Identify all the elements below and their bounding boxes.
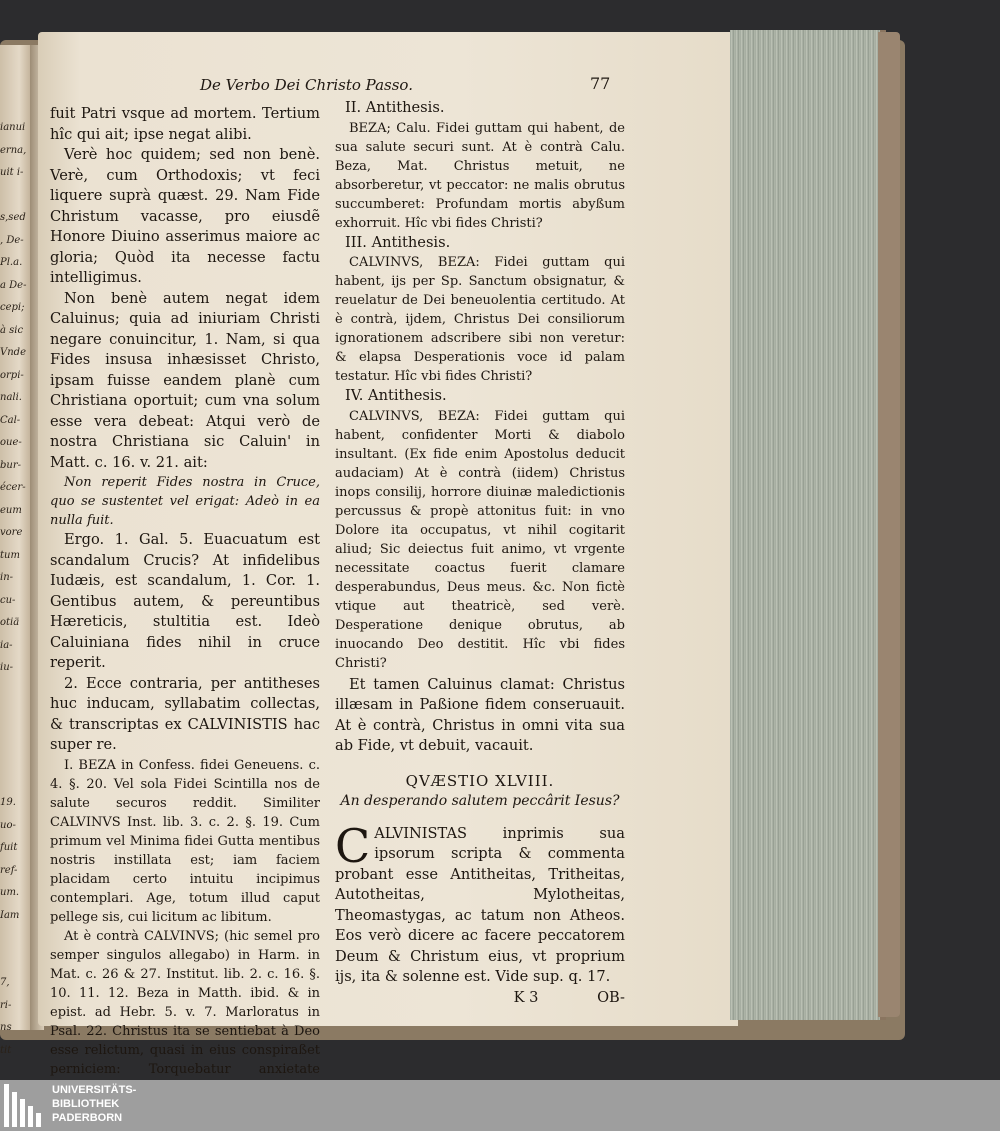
text-paragraph: 2. Ecce contraria, per antitheses huc inducam, syllabatim collectas, & transcriptas ex CALVINISTIS hac super re. xyxy=(50,674,320,753)
text-paragraph: CALVINVS, BEZA: Fidei guttam qui habent, ijs per Sp. Sanctum obsignatur, & reuelatur de Dei beneuolentia certitudo. At è contrà, ijdem, Christus Dei consiliorum ignorationem adscribere sibi non veretur: & elapsa Desperationis voce id palam testatur. Hîc vbi fides Christi? xyxy=(335,255,625,384)
left-page-fragment: 19. xyxy=(0,797,16,808)
left-page-fragment: ia- xyxy=(0,639,13,651)
left-page-fragment: bur- xyxy=(0,459,22,471)
left-page-fragment: Iam xyxy=(0,909,20,921)
left-page-fragment: vore xyxy=(0,527,23,538)
text-paragraph: Non reperit Fides nostra in Cruce, quo se sustentet vel erigat: Adeò in ea nulla fuit. xyxy=(50,475,320,528)
left-page-fragment: ns xyxy=(0,1022,12,1033)
signature-line xyxy=(335,988,625,1008)
left-page-fragment xyxy=(0,770,30,793)
page-block-fore-edge xyxy=(730,30,886,1020)
left-page-fragment: fuit xyxy=(0,842,18,853)
section-heading: III. Antithesis. xyxy=(345,233,451,251)
text-paragraph: Ergo. 1. Gal. 5. Euacuatum est scandalum Crucis? At infidelibus Iudæis, est scandalum, 1. Cor. 1. Gentibus autem, & pereuntibus Hæreticis, stultitia est. Ideò Caluiniana fides nihil in cruce reperit. xyxy=(50,531,320,671)
left-page-fragment: in- xyxy=(0,572,14,583)
text-paragraph: I. BEZA in Confess. fidei Geneuens. c. 4. §. 20. Vel sola Fidei Scintilla nos de salute securos reddit. Similiter CALVINVS Inst. lib. 3. c. 2. §. 19. Cum primum vel Minima fidei Gutta mentibus nostris instillata est; iam faciem placidam certo intuitu incipimus contemplari. Age, totum illud caput pellege sis, cui licitum ac libitum. xyxy=(50,757,320,925)
left-page-fragment: Pl.a. xyxy=(0,257,23,268)
section-heading: II. Antithesis. xyxy=(345,99,445,116)
question-subtitle: An desperando salutem peccârit Iesus? xyxy=(340,793,620,809)
left-page-fragment xyxy=(0,702,30,725)
left-page-fragment: tum xyxy=(0,549,20,561)
left-page-fragment xyxy=(0,185,30,208)
left-page-text-fragments xyxy=(0,117,30,1062)
left-page-fragment: à sic xyxy=(0,324,24,336)
right-text-column xyxy=(335,98,625,1008)
left-page-fragment xyxy=(0,950,30,973)
library-logo-text xyxy=(52,1083,136,1125)
question-body-text: ALVINISTAS inprimis sua ipsorum scripta & commenta probant esse Antitheitas, Tritheitas, Autotheitas, Mylotheitas, Theomastygas, ac tatum non Atheos. Eos verò dicere ac facere peccatorem Deum & Christum eius, vt proprium ijs, ita & solenne est. Vide sup. q. 17. xyxy=(335,824,625,985)
left-page-fragment: cepi; xyxy=(0,302,25,313)
left-page-fragment: eum xyxy=(0,504,22,516)
text-paragraph: fuit Patri vsque ad mortem. Tertium hîc qui ait; ipse negat alibi. xyxy=(50,105,320,143)
left-page-fragment: Vnde xyxy=(0,347,26,358)
left-page-fragment: a De- xyxy=(0,279,27,291)
text-paragraph: Verè hoc quidem; sed non benè. Verè, cum Orthodoxis; vt feci liquere suprà quæst. 29. Nam Fide Christum vacasse, pro eiusdẽ Honore Diuino asserimus maiore ac gloria; Quòd ita necesse factu intelligimus. xyxy=(50,146,320,286)
page-number: 77 xyxy=(590,74,611,93)
left-page-fragment xyxy=(0,927,30,950)
logo-line-1: UNIVERSITÄTS- xyxy=(52,1084,137,1096)
left-page-fragment: tit xyxy=(0,1044,12,1056)
logo-line-3: PADERBORN xyxy=(52,1112,123,1124)
left-page-fragment: s,sed xyxy=(0,212,26,223)
catchword: OB- xyxy=(597,988,625,1006)
left-page-fragment: 7, xyxy=(0,977,10,988)
text-paragraph: Et tamen Caluinus clamat: Christus illæsam in Paßione fidem conseruauit. At è contrà, Christus in omni vita sua ab Fide, vt debuit, vacauit. xyxy=(335,675,625,754)
drop-cap-initial: C xyxy=(335,818,371,873)
library-logo-icon xyxy=(4,1084,44,1127)
book-board xyxy=(878,32,900,1017)
left-page-fragment xyxy=(0,680,30,703)
left-page-fragment xyxy=(0,747,30,770)
left-page-fragment: um. xyxy=(0,887,20,898)
running-head: De Verbo Dei Christo Passo. xyxy=(200,76,413,94)
left-page-edge xyxy=(0,45,32,1056)
question-title: QVÆSTIO XLVIII. xyxy=(405,771,555,790)
left-page-fragment: écer- xyxy=(0,482,26,493)
text-paragraph: CALVINVS, BEZA: Fidei guttam qui habent, confidenter Morti & diabolo insultant. (Ex fide enim Apostolus deducit audaciam) At è contrà (iidem) Christus inops consilij, horrore diuinæ maledictionis percussus & propè attonitus fuit: in vno Dolore ita occupatus, vt nihil cogitarit aliud; Sic deiectus fuit animo, vt vrgente necessitate coactus fuerit clamare desperabundus, Deus meus. &c. Non fictè vtique aut theatricè, sed verè. Desperatione denique obrutus, ab inuocando Deo destitit. Hîc vbi fides Christi? xyxy=(335,408,625,671)
library-footer-bar xyxy=(0,1080,1000,1131)
left-page-fragment: , De- xyxy=(0,234,24,246)
left-page-fragment: iu- xyxy=(0,662,14,673)
logo-line-2: BIBLIOTHEK xyxy=(52,1098,120,1110)
left-page-fragment: oue- xyxy=(0,437,22,448)
left-page-fragment: nali. xyxy=(0,392,22,403)
text-paragraph: At è contrà CALVINVS; (hic semel pro semper singulos allegabo) in Harm. in Mat. c. 26 & 27. Institut. lib. 2. c. 16. §. 10. 11. 12. Beza in Matth. ibid. & in epist. ad Hebr. 5. v. 7. Marloratus in Psal. 22. Christus ita se sentiebat à Deo esse relictum, quasi in eius conspiraßet perniciem: Torquebatur anxietate xyxy=(50,928,320,1077)
left-page-fragment: uit i- xyxy=(0,167,24,178)
section-heading: IV. Antithesis. xyxy=(345,387,447,404)
left-page-fragment: ri- xyxy=(0,999,12,1011)
left-page-fragment xyxy=(0,725,30,748)
signature-mark: K 3 xyxy=(513,988,539,1006)
left-page-fragment: orpi- xyxy=(0,369,24,381)
left-page-fragment: erna, xyxy=(0,144,27,156)
question-body-paragraph xyxy=(335,818,625,988)
text-paragraph: BEZA; Calu. Fidei guttam qui habent, de sua salute securi sunt. At è contrà Calu. Beza, Mat. Christus metuit, ne absorberetur, vt peccator: ne malis obrutus succumberet: Profundam mortis abyßum exhorruit. Hîc vbi fides Christi? xyxy=(335,120,625,231)
left-page-fragment: uo- xyxy=(0,819,16,831)
left-page-fragment: cu- xyxy=(0,594,16,606)
text-paragraph: Non benè autem negat idem Caluinus; quia ad iniuriam Christi negare conuincitur, 1. Nam, si qua Fides insusa inhæsisset Christo, ipsam fuisse eandem planè cum Christiana oportuit; cum vna solum esse vera debeat: Atqui verò de nostra Christiana sic Caluin' in Matt. c. 16. v. 21. ait: xyxy=(50,289,320,471)
left-page-fragment: ianui xyxy=(0,122,26,133)
left-text-column xyxy=(50,104,320,1080)
left-page-fragment: ref- xyxy=(0,864,18,876)
left-page-fragment: otiä xyxy=(0,617,20,628)
left-page-fragment: Cal- xyxy=(0,414,21,426)
